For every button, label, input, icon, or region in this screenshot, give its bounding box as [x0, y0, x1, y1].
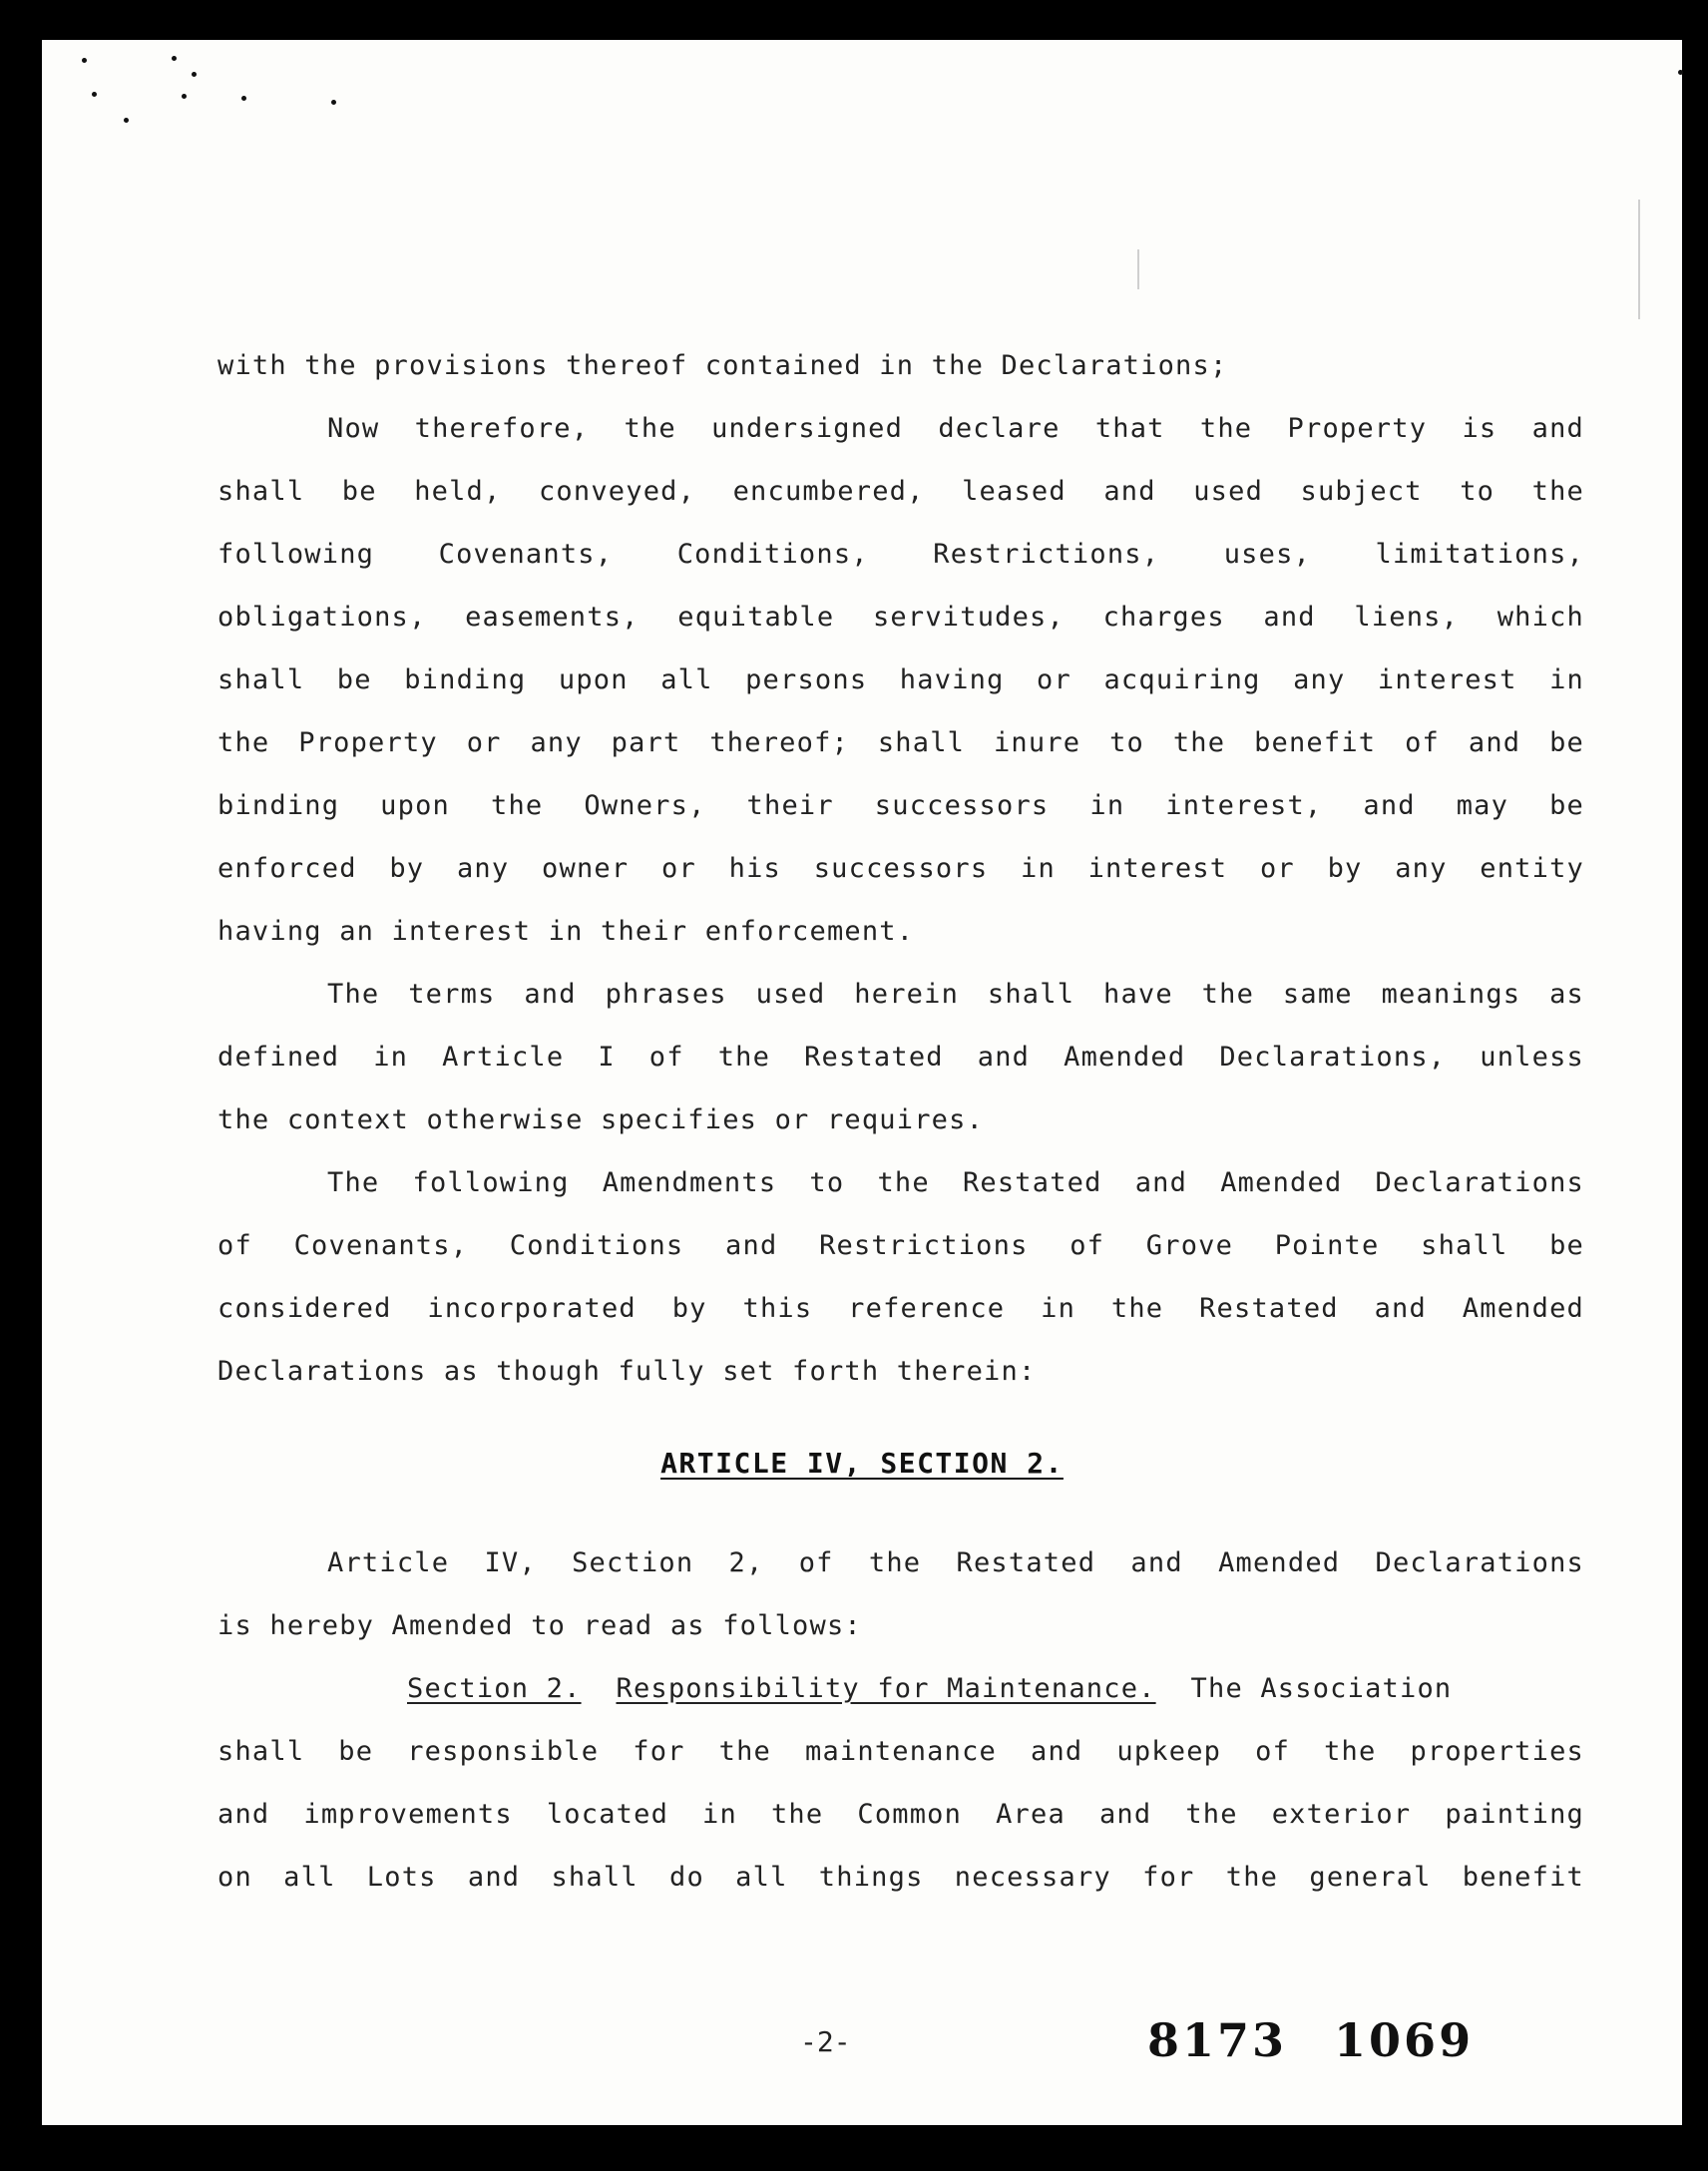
text-line: shall be held, conveyed, encumbered, leased and used subject to the: [217, 476, 1584, 507]
text-line: binding upon the Owners, their successors in interest, and may be: [217, 790, 1584, 821]
section-label: Section 2.: [407, 1673, 582, 1704]
text-line: obligations, easements, equitable servitudes, charges and liens, which: [217, 602, 1584, 633]
scan-artifact: [1638, 200, 1640, 319]
book-page-stamp: 8173 1069: [1147, 2013, 1475, 2067]
scan-speck: [172, 56, 177, 61]
page-number: -2-: [800, 2025, 851, 2058]
text-line: shall be responsible for the maintenance and upkeep of the properties: [217, 1736, 1584, 1767]
text-line: of Covenants, Conditions and Restrictions of Grove Pointe shall be: [217, 1230, 1584, 1261]
scan-speck: [331, 100, 336, 105]
scan-artifact: [1137, 249, 1139, 289]
text-line: is hereby Amended to read as follows:: [217, 1610, 862, 1641]
text-line: Declarations as though fully set forth therein:: [217, 1356, 1037, 1387]
article-heading-text: ARTICLE IV, SECTION 2.: [660, 1447, 1064, 1480]
section-first-line-rest: The Association: [1190, 1673, 1453, 1704]
scan-speck: [124, 118, 129, 123]
text-line: The terms and phrases used herein shall have the same meanings as: [327, 979, 1584, 1010]
scan-speck: [241, 96, 246, 101]
section-title: Responsibility for Maintenance.: [616, 1673, 1156, 1704]
text-line: the Property or any part thereof; shall inure to the benefit of and be: [217, 727, 1584, 758]
section-heading-line: [217, 1657, 1584, 1720]
text-line: with the provisions thereof contained in the Declarations;: [217, 350, 1228, 381]
text-line: The following Amendments to the Restated and Amended Declarations: [327, 1167, 1584, 1198]
text-line: Now therefore, the undersigned declare that the Property is and: [327, 413, 1584, 444]
text-line: enforced by any owner or his successors in interest or by any entity: [217, 853, 1584, 884]
text-line: on all Lots and shall do all things necessary for the general benefit: [217, 1862, 1584, 1893]
text-line: having an interest in their enforcement.: [217, 916, 915, 947]
document-body-continued: [217, 1531, 1584, 1909]
document-body: [217, 334, 1584, 1403]
text-line: considered incorporated by this reference in the Restated and Amended: [217, 1293, 1584, 1324]
scan-speck: [192, 72, 197, 77]
scan-speck: [182, 94, 187, 99]
scan-speck: [82, 58, 87, 63]
text-line: defined in Article I of the Restated and Amended Declarations, unless: [217, 1042, 1584, 1073]
text-line: the context otherwise specifies or requires.: [217, 1104, 985, 1135]
text-line: shall be binding upon all persons having or acquiring any interest in: [217, 664, 1584, 695]
scan-speck: [92, 92, 97, 97]
scan-speck: [1678, 70, 1683, 75]
article-heading: [42, 1447, 1682, 1480]
text-line: Article IV, Section 2, of the Restated and Amended Declarations: [327, 1547, 1584, 1578]
document-page: [42, 40, 1682, 2125]
text-line: and improvements located in the Common Area and the exterior painting: [217, 1799, 1584, 1830]
text-line: following Covenants, Conditions, Restrictions, uses, limitations,: [217, 539, 1584, 570]
